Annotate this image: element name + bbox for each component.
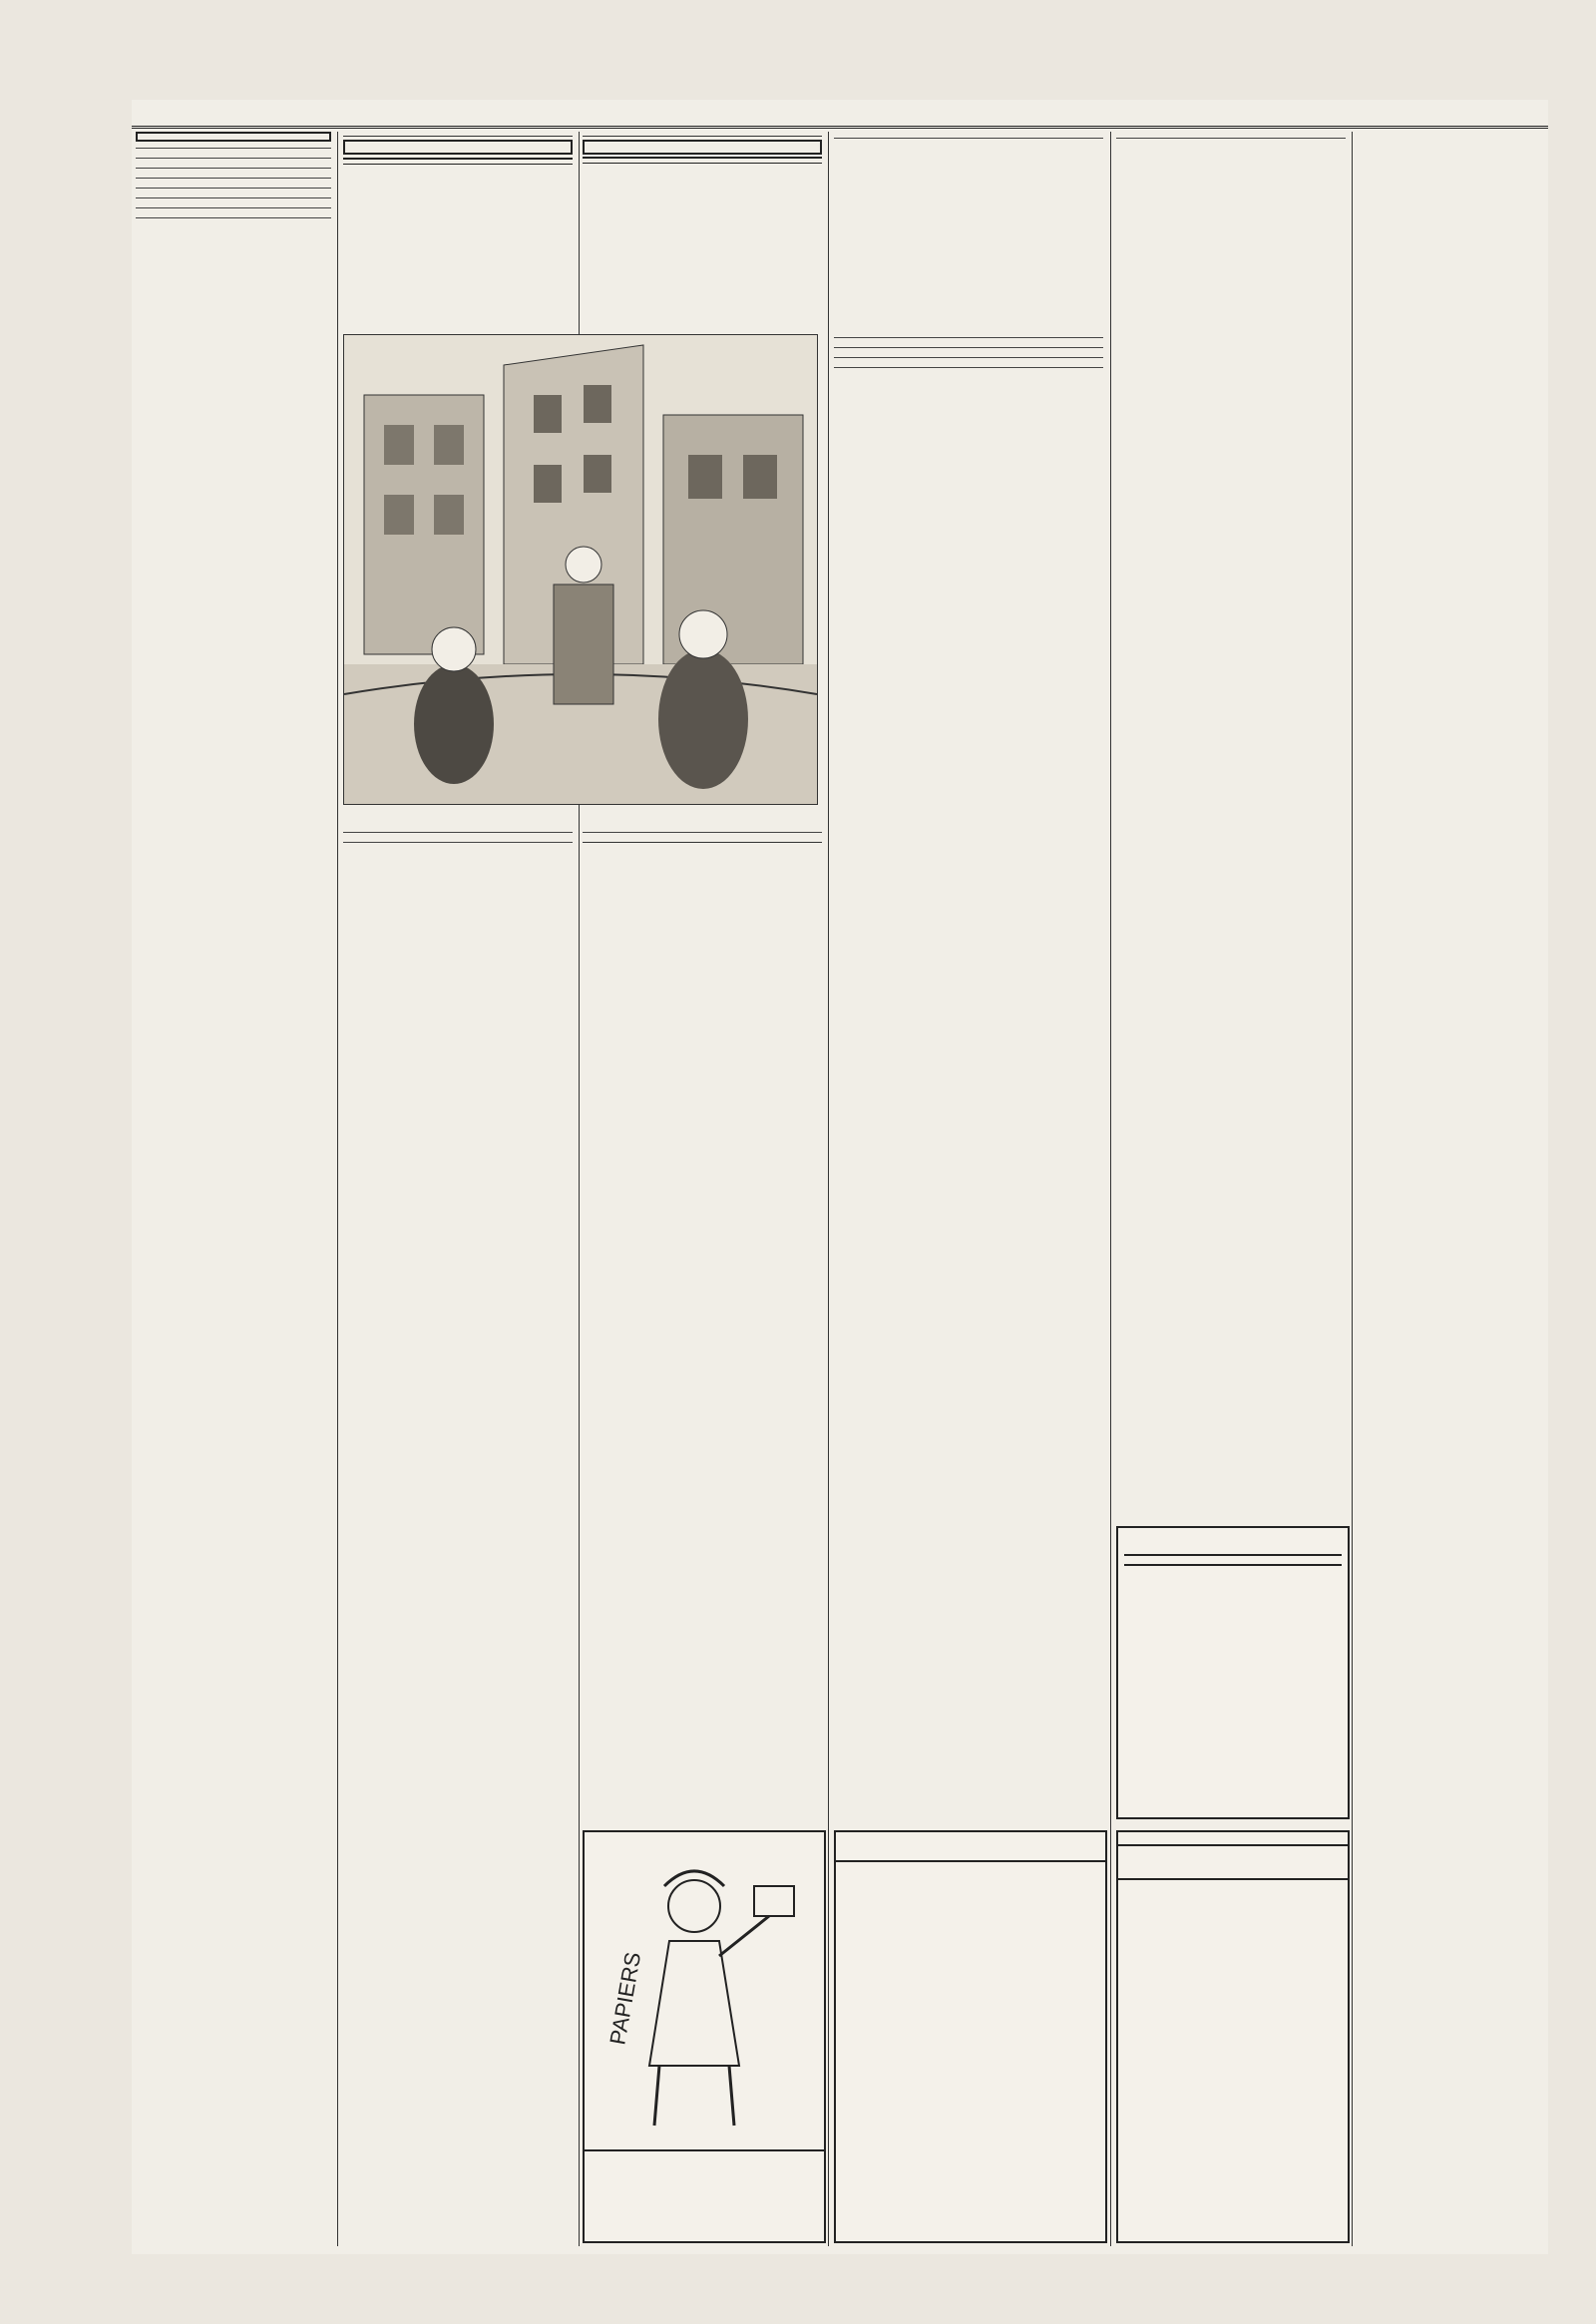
pharmacy-ad — [1116, 1830, 1350, 2243]
guilleminot-ad — [834, 1830, 1107, 2243]
article-headline — [136, 197, 331, 201]
article-subheading — [1116, 138, 1346, 142]
ophthalmology-ad — [1116, 1526, 1350, 1819]
column-lakonika — [136, 132, 331, 2246]
article-headline — [136, 158, 331, 162]
article-headline — [136, 188, 331, 192]
article-kicker — [583, 132, 822, 137]
column-rule — [1352, 132, 1353, 2246]
article-headline — [136, 207, 331, 211]
article-headline — [136, 217, 331, 221]
column-boheme-body — [343, 826, 573, 2242]
article-headline — [136, 148, 331, 152]
article-subheading — [834, 347, 1103, 351]
column-rule — [337, 132, 338, 2246]
ad-line — [1118, 1846, 1348, 1866]
headline-box — [343, 140, 573, 155]
masthead — [132, 104, 1548, 129]
article-kicker — [343, 132, 573, 137]
article-subheading — [343, 832, 573, 836]
column-boheme-continued — [583, 217, 822, 327]
column-misc-top — [834, 132, 1103, 331]
street-scene-drawing — [344, 335, 817, 804]
svg-text:PAPIERS: PAPIERS — [604, 1950, 646, 2047]
article-subheading — [583, 832, 822, 836]
ad-figure-drawing — [604, 1846, 804, 2145]
article-subheading — [834, 367, 1103, 371]
ad-line — [836, 1838, 1105, 1844]
ad-doctor-name — [1124, 1554, 1342, 1566]
gnomika-box — [583, 842, 822, 847]
column-misc-body — [834, 331, 1103, 1827]
ad-line — [1118, 1538, 1348, 1546]
article-subheading — [834, 138, 1103, 142]
ad-brand — [585, 2149, 824, 2157]
montmartre-illustration — [343, 334, 818, 805]
column-rule — [828, 132, 829, 2246]
column-world-news-head — [583, 132, 822, 221]
headline-box — [583, 140, 822, 155]
article-deck — [583, 157, 822, 164]
cartes-postales-ad — [583, 1830, 826, 2243]
section-header — [136, 132, 331, 142]
ad-address — [1118, 1872, 1348, 1880]
column-rule — [1110, 132, 1111, 2246]
article-subheading — [343, 842, 573, 846]
article-headline — [136, 168, 331, 172]
article-headline — [136, 178, 331, 182]
ad-title — [1118, 1832, 1348, 1846]
article-subheading — [834, 357, 1103, 361]
article-subheading — [834, 337, 1103, 341]
article-deck — [343, 158, 573, 165]
